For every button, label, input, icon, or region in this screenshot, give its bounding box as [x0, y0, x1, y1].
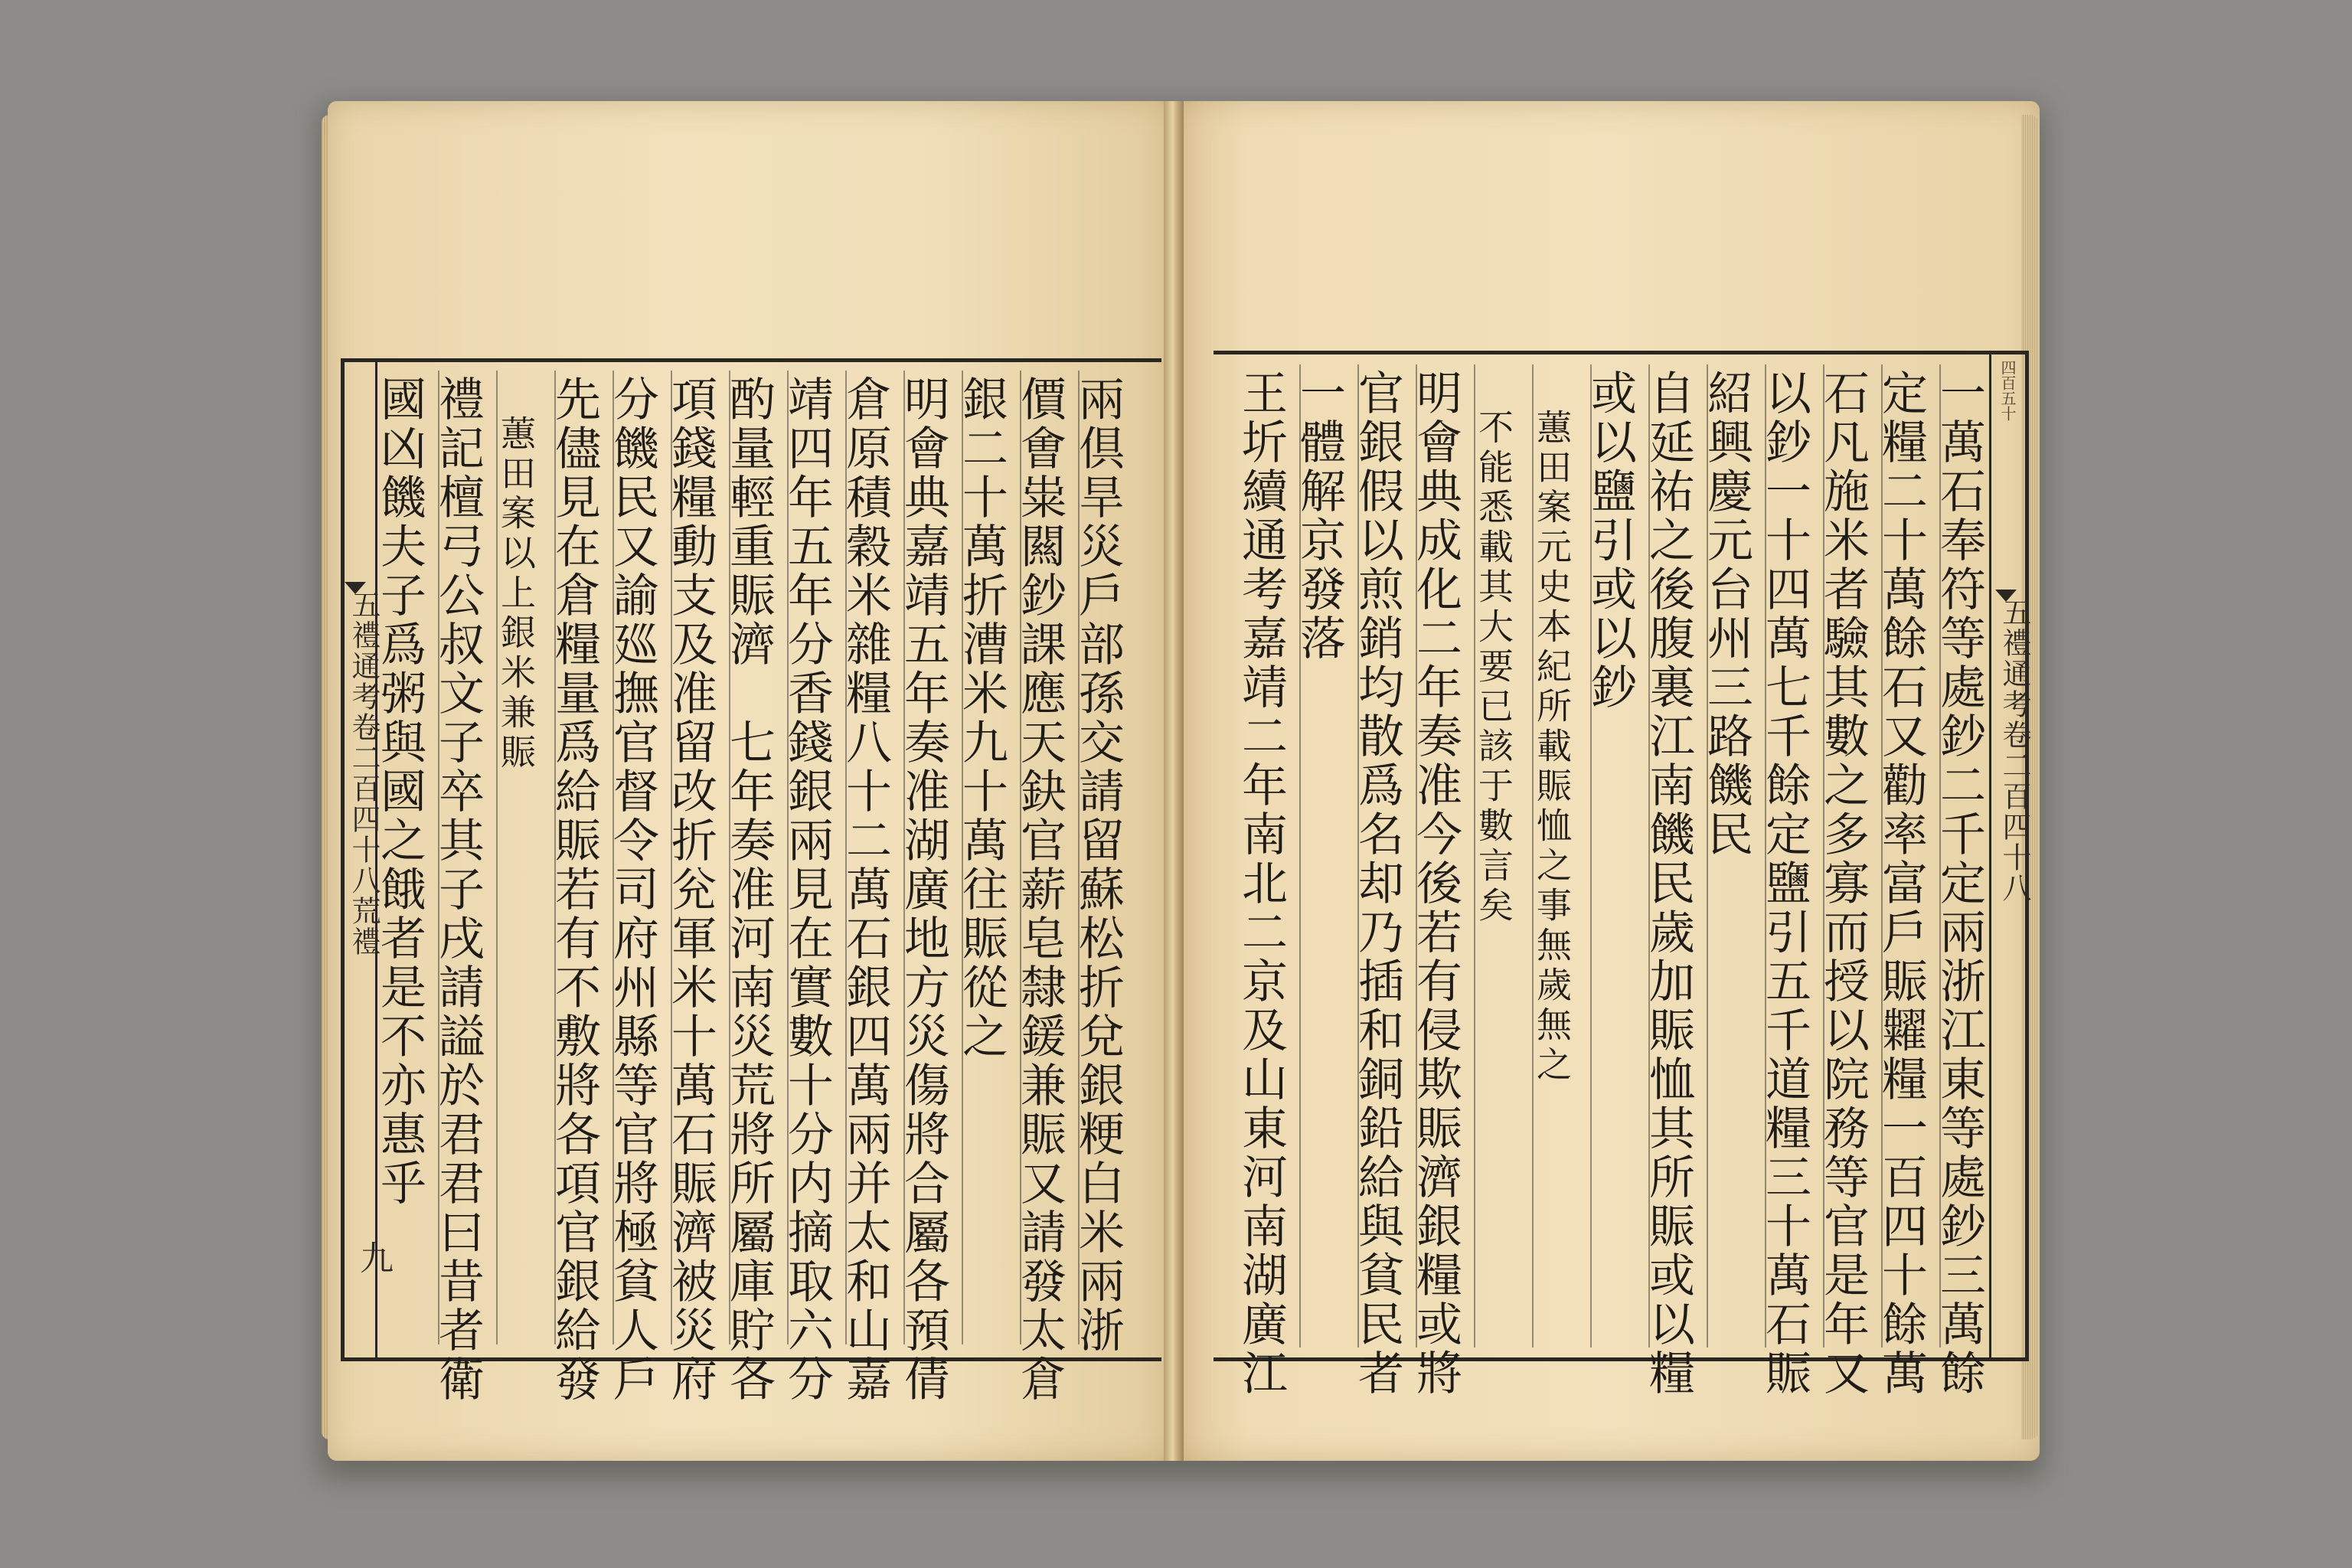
book-gutter — [1164, 101, 1184, 1461]
column-rule — [496, 371, 498, 1344]
text-column: 酌量輕重賑濟 七年奏准河南災荒將所屬庫貯各 — [722, 375, 776, 1404]
column-rule — [1881, 364, 1883, 1348]
text-column: 分饑民又諭廵撫官督令司府州縣等官將極貧人戶 — [606, 375, 659, 1404]
text-column: 蕙田案以上銀米兼賑 — [495, 375, 537, 773]
left-page-number: 九 — [354, 1240, 393, 1274]
column-rule — [1707, 364, 1708, 1348]
column-rule — [729, 371, 730, 1344]
column-rule — [1416, 364, 1417, 1348]
text-column: 價㑹粜闗鈔課應天鈌官薪皂隸鍰兼賑又請發太倉 — [1013, 375, 1067, 1404]
column-rule — [612, 371, 614, 1344]
column-rule — [1357, 364, 1359, 1348]
text-column: 禮記檀弓公叔文子卒其子戌請謚於君君曰昔者衛 — [431, 375, 485, 1404]
column-rule — [1078, 371, 1080, 1344]
column-rule — [554, 371, 556, 1344]
text-column: 明會典嘉靖五年奏准湖廣地方災傷將合屬各預倩 — [897, 375, 950, 1404]
text-column: 石凡施米者驗其數之多寡而授以院務等官是年又 — [1816, 369, 1870, 1398]
column-rule — [1474, 364, 1475, 1348]
text-column: 紹興慶元台州三路饑民 — [1700, 369, 1753, 859]
column-rule — [1590, 364, 1592, 1348]
column-rule — [1765, 364, 1766, 1348]
text-column: 項錢糧動支及准留改折兊軍米十萬石賑濟被災府 — [664, 375, 717, 1404]
text-column: 自延祐之後腹裏江南饑民歲加賑恤其所賑或以糧 — [1642, 369, 1695, 1398]
text-column: 倉原積穀米雜糧八十二萬石銀四萬兩并太和山嘉 — [838, 375, 892, 1404]
column-rule — [438, 371, 439, 1344]
column-rule — [787, 371, 789, 1344]
text-column: 不能悉載其大要已該于數言矣 — [1473, 369, 1514, 926]
right-margin-title: 五禮通考卷二百四十八 — [1998, 597, 2031, 903]
text-column: 明會典成化二年奏准今後若有侵欺賑濟銀糧或將 — [1409, 369, 1462, 1398]
text-column: 官銀假以煎銷均散爲名却乃插和銅鉛給與貧民者 — [1351, 369, 1404, 1398]
text-column: 或以鹽引或以鈔 — [1583, 369, 1637, 712]
column-rule — [845, 371, 847, 1344]
text-column: 一萬石奉符等處鈔二千定兩浙江東等處鈔三萬餘 — [1932, 369, 1986, 1398]
text-column: 王圻續通考嘉靖二年南北二京及山東河南湖廣江 — [1234, 369, 1288, 1398]
column-rule — [962, 371, 963, 1344]
column-rule — [1648, 364, 1650, 1348]
right-top-mark: 四百五十 — [1998, 360, 2017, 421]
column-rule — [1939, 364, 1941, 1348]
column-rule — [671, 371, 672, 1344]
text-column: 先儘見在倉糧量爲給賑若有不敷將各項官銀給發 — [547, 375, 601, 1404]
text-column: 以鈔一十四萬七千餘定鹽引五千道糧三十萬石賑 — [1758, 369, 1811, 1398]
text-column: 兩倶旱災戶部孫交請留蘇松折兌銀粳白米兩浙 — [1071, 375, 1125, 1355]
right-fishtail-mark — [1995, 590, 2017, 602]
text-column: 銀二十萬折漕米九十萬往賑從之 — [955, 375, 1008, 1061]
text-column: 定糧二十萬餘石又勸率富戶賑糶糧一百四十餘萬 — [1874, 369, 1928, 1398]
column-rule — [1823, 364, 1824, 1348]
left-fishtail-mark — [345, 582, 366, 594]
column-rule — [903, 371, 905, 1344]
column-rule — [1532, 364, 1534, 1348]
left-margin-title: 五禮通考卷二百四十八荒禮 — [347, 590, 381, 957]
column-rule — [1020, 371, 1021, 1344]
text-column: 蕙田案元史本紀所載賑恤之事無歲無之 — [1531, 369, 1573, 1086]
column-rule — [1299, 364, 1301, 1348]
text-column: 靖四年五年分香錢銀兩見在實數十分内摘取六分 — [780, 375, 834, 1404]
text-column: 一體解京發落 — [1292, 369, 1346, 663]
text-column: 國凶饑夫子爲粥與國之餓者是不亦惠乎 — [373, 375, 426, 1208]
